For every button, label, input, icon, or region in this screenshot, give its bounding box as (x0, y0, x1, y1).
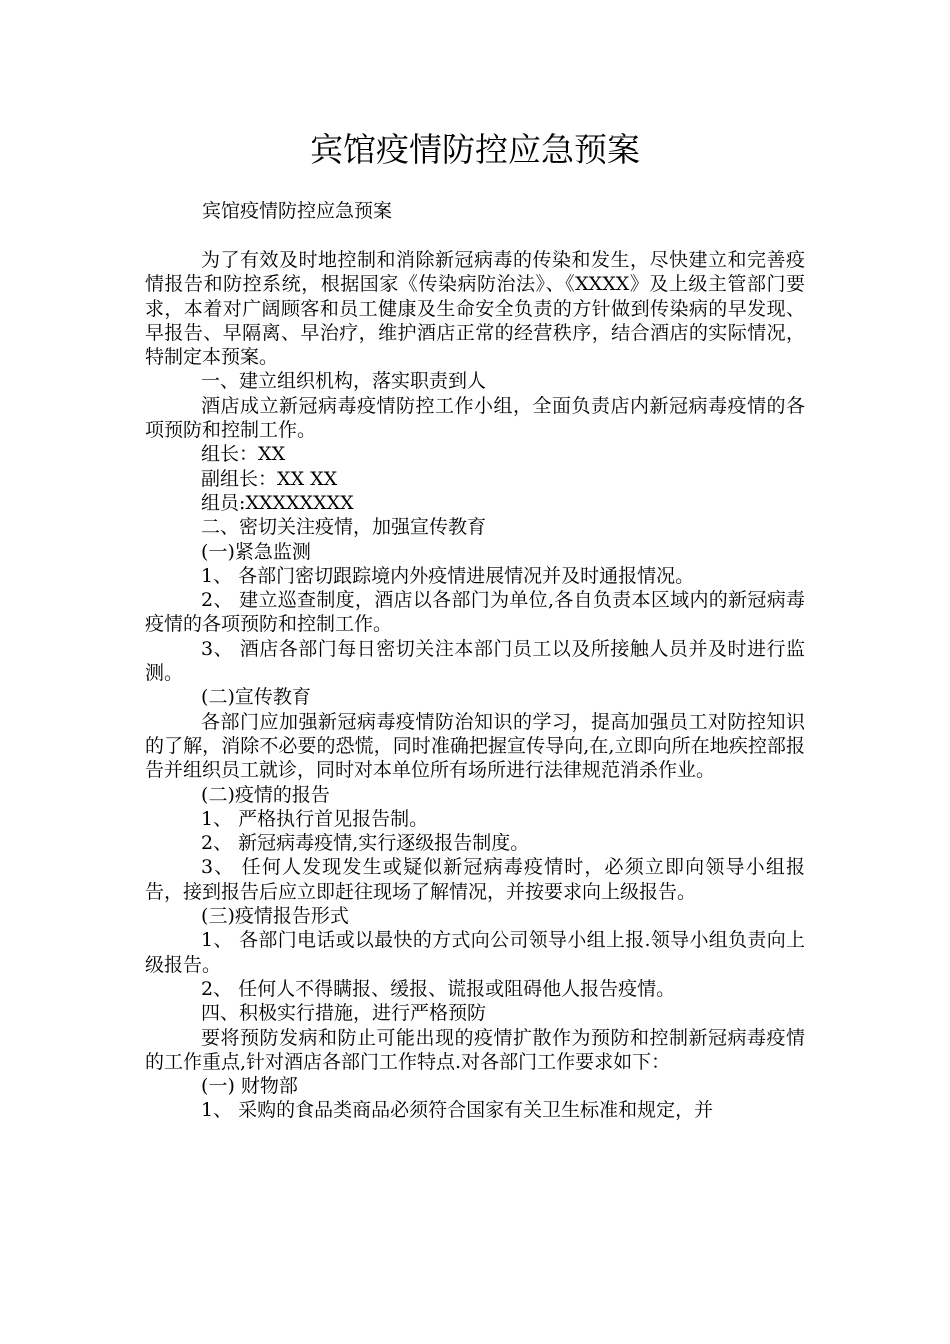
team-members-line: 组员:XXXXXXXX (201, 491, 354, 514)
section-heading-1: 一、建立组织机构，落实职责到人 (201, 370, 487, 393)
section-heading-2: 二、密切关注疫情，加强宣传教育 (201, 516, 487, 539)
subsection-heading: (二)宣传教育 (201, 686, 311, 709)
document-body (145, 248, 805, 1123)
list-item: 1、 各部门密切跟踪境内外疫情进展情况并及时通报情况。 (201, 564, 695, 587)
document-subtitle: 宾馆疫情防控应急预案 (202, 200, 393, 222)
deputy-leader-line: 副组长：XX XX (201, 467, 338, 490)
subsection-heading: (二)疫情的报告 (201, 783, 330, 806)
list-item: 2、 新冠病毒疫情,实行逐级报告制度。 (201, 832, 530, 855)
list-item: 2、 任何人不得瞒报、缓报、谎报或阻碍他人报告疫情。 (201, 977, 676, 1000)
list-item: 1、 严格执行首见报告制。 (201, 807, 429, 830)
subsection-heading: (一) 财物部 (201, 1075, 298, 1098)
list-item: 3、 酒店各部门每日密切关注本部门员工以及所接触人员并及时进行监测。 (145, 637, 805, 685)
document-title: 宾馆疫情防控应急预案 (310, 130, 640, 169)
list-item: 1、 各部门电话或以最快的方式向公司领导小组上报.领导小组负责向上级报告。 (145, 929, 805, 976)
section-heading-4: 四、积极实行措施，进行严格预防 (201, 1002, 487, 1025)
subsection-heading: (一)紧急监测 (201, 540, 311, 563)
intro-paragraph: 为了有效及时地控制和消除新冠病毒的传染和发生，尽快建立和完善疫情报告和防控系统，根据国家《传染病防治法》、《XXXX》及上级主管部门要求，本着对广阔顾客和员工健康及生命安全负责的方针做到传染病的早发现、早报告、早隔离、早治疗，维护酒店正常的经营秩序，结合酒店的实际情况，特制定本预案。 (145, 249, 805, 369)
subsection-heading: (三)疫情报告形式 (201, 905, 349, 928)
list-item: 3、 任何人发现发生或疑似新冠病毒疫情时，必须立即向领导小组报告，接到报告后应立即赶往现场了解情况，并按要求向上级报告。 (145, 856, 805, 903)
team-leader-line: 组长：XX (201, 443, 286, 466)
paragraph: 酒店成立新冠病毒疫情防控工作小组，全面负责店内新冠病毒疫情的各项预防和控制工作。 (145, 394, 805, 442)
paragraph: 要将预防发病和防止可能出现的疫情扩散作为预防和控制新冠病毒疫情的工作重点,针对酒店各部门工作特点.对各部门工作要求如下： (145, 1026, 805, 1073)
paragraph: 各部门应加强新冠病毒疫情防治知识的学习，提高加强员工对防控知识的了解，消除不必要的恐慌，同时准确把握宣传导向,在,立即向所在地疾控部报告并组织员工就诊，同时对本单位所有场所进行法律规范消杀作业。 (145, 710, 805, 782)
list-item: 2、 建立巡查制度，酒店以各部门为单位,各自负责本区域内的新冠病毒疫情的各项预防和控制工作。 (145, 589, 805, 636)
list-item: 1、 采购的食品类商品必须符合国家有关卫生标准和规定，并 (201, 1099, 714, 1122)
